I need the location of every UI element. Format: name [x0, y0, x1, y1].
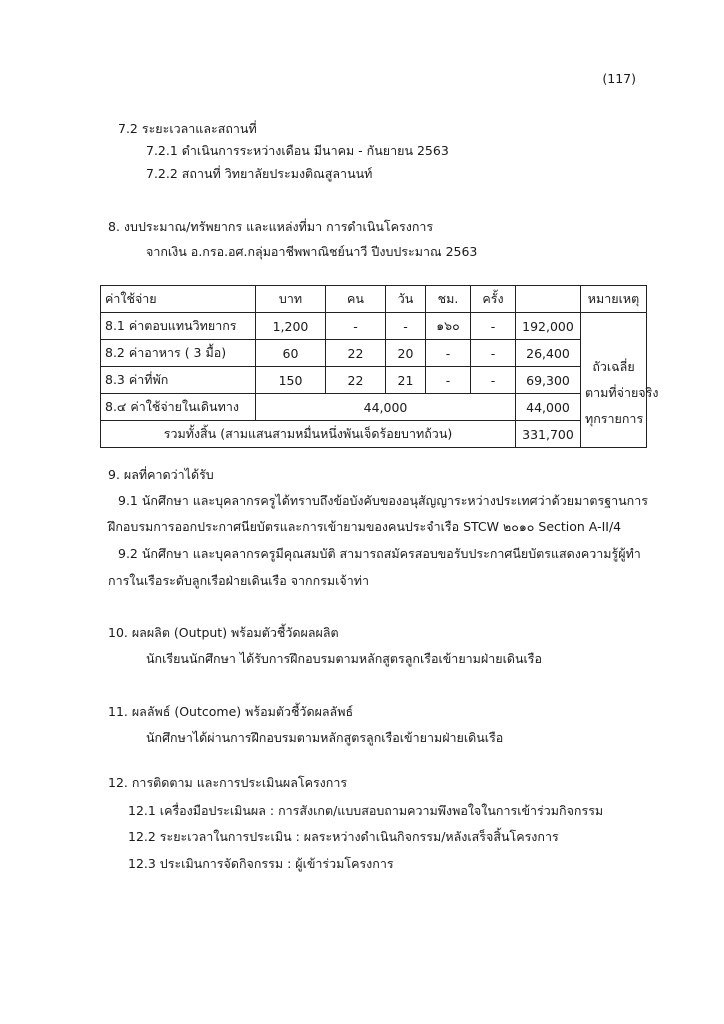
- table-header-cell: บาท: [256, 286, 326, 313]
- section-9-1-line1: 9.1 นักศึกษา และบุคลากรครูได้ทราบถึงข้อบังคับของอนุสัญญาระหว่างประเทศว่าด้วยมาตรฐานการ: [118, 493, 648, 508]
- table-header-cell: วัน: [386, 286, 426, 313]
- table-cell-times: -: [471, 367, 516, 394]
- table-total-label: รวมทั้งสิ้น (สามแสนสามหมื่นหนึ่งพันเจ็ดร้อยบาทถ้วน): [101, 421, 516, 448]
- table-cell-item: 8.2 ค่าอาหาร ( 3 มื้อ): [101, 340, 256, 367]
- table-cell-times: -: [471, 340, 516, 367]
- table-cell-total: 26,400: [516, 340, 581, 367]
- table-note-line: ทุกรายการ: [585, 411, 644, 426]
- table-cell-total: 44,000: [516, 394, 581, 421]
- table-cell-times: -: [471, 313, 516, 340]
- table-cell-people: 22: [326, 367, 386, 394]
- table-header-cell: ค่าใช้จ่าย: [101, 286, 256, 313]
- table-header-cell: ครั้ง: [471, 286, 516, 313]
- table-cell-days: 21: [386, 367, 426, 394]
- table-cell-baht: 150: [256, 367, 326, 394]
- table-cell-hours: ๑๖๐: [426, 313, 471, 340]
- table-cell-hours: -: [426, 340, 471, 367]
- section-8-source: จากเงิน อ.กรอ.อศ.กลุ่มอาชีพพาณิชย์นาวี ปีงบประมาณ 2563: [146, 244, 478, 259]
- section-11-heading: 11. ผลลัพธ์ (Outcome) พร้อมตัวชี้วัดผลลัพธ์: [108, 704, 354, 719]
- section-7-2-heading: 7.2 ระยะเวลาและสถานที่: [118, 121, 257, 136]
- table-row: [101, 394, 647, 421]
- budget-table: [100, 285, 659, 448]
- section-9-1-line2: ฝึกอบรมการออกประกาศนียบัตรและการเข้ายามของคนประจำเรือ STCW ๒๐๑๐ Section A-II/4: [108, 519, 622, 534]
- table-cell-days: 20: [386, 340, 426, 367]
- table-cell-item: 8.3 ค่าที่พัก: [101, 367, 256, 394]
- table-cell-hours: -: [426, 367, 471, 394]
- section-12-heading: 12. การติดตาม และการประเมินผลโครงการ: [108, 775, 348, 790]
- table-cell-merged: 44,000: [256, 394, 516, 421]
- table-row: [101, 313, 647, 340]
- table-cell-days: -: [386, 313, 426, 340]
- table-row: [101, 340, 647, 367]
- section-12-3: 12.3 ประเมินการจัดกิจกรรม : ผู้เข้าร่วมโครงการ: [128, 856, 394, 871]
- table-cell-people: 22: [326, 340, 386, 367]
- section-9-heading: 9. ผลที่คาดว่าได้รับ: [108, 467, 214, 482]
- table-header-cell: คน: [326, 286, 386, 313]
- table-note-cell: [581, 313, 659, 448]
- table-total-row: [101, 421, 647, 448]
- section-7-2-2: 7.2.2 สถานที่ วิทยาลัยประมงติณสูลานนท์: [146, 166, 373, 181]
- section-8-heading: 8. งบประมาณ/ทรัพยากร และแหล่งที่มา การดำเนินโครงการ: [108, 219, 434, 234]
- section-9-2-line1: 9.2 นักศึกษา และบุคลากรครูมีคุณสมบัติ สามารถสมัครสอบขอรับประกาศนียบัตรแสดงความรู้ผู้ทำ: [118, 546, 641, 561]
- section-12-1: 12.1 เครื่องมือประเมินผล : การสังเกต/แบบสอบถามความพึงพอใจในการเข้าร่วมกิจกรรม: [128, 803, 604, 818]
- table-header-cell: ชม.: [426, 286, 471, 313]
- section-10-heading: 10. ผลผลิต (Output) พร้อมตัวชี้วัดผลผลิต: [108, 625, 339, 640]
- section-10-body: นักเรียนนักศึกษา ได้รับการฝึกอบรมตามหลักสูตรลูกเรือเข้ายามฝ่ายเดินเรือ: [146, 651, 543, 666]
- table-header-cell: [516, 286, 581, 313]
- table-total-value: 331,700: [516, 421, 581, 448]
- table-cell-item: 8.1 ค่าตอบแทนวิทยากร: [101, 313, 256, 340]
- section-12-2: 12.2 ระยะเวลาในการประเมิน : ผลระหว่างดำเนินกิจกรรม/หลังเสร็จสิ้นโครงการ: [128, 829, 559, 844]
- table-note-line: ถัวเฉลี่ย: [592, 359, 635, 374]
- table-cell-item: 8.๔ ค่าใช้จ่ายในเดินทาง: [101, 394, 256, 421]
- table-note-line: ตามที่จ่ายจริง: [585, 385, 659, 400]
- table-cell-baht: 1,200: [256, 313, 326, 340]
- section-9-2-line2: การในเรือระดับลูกเรือฝ่ายเดินเรือ จากกรมเจ้าท่า: [108, 573, 370, 588]
- table-header-row: [101, 286, 647, 313]
- table-row: [101, 367, 647, 394]
- table-cell-people: -: [326, 313, 386, 340]
- table-header-cell: หมายเหตุ: [581, 286, 647, 313]
- table-cell-total: 192,000: [516, 313, 581, 340]
- section-7-2-1: 7.2.1 ดำเนินการระหว่างเดือน มีนาคม - กันยายน 2563: [146, 143, 449, 158]
- table-cell-baht: 60: [256, 340, 326, 367]
- section-11-body: นักศึกษาได้ผ่านการฝึกอบรมตามหลักสูตรลูกเรือเข้ายามฝ่ายเดินเรือ: [146, 730, 504, 745]
- table-cell-total: 69,300: [516, 367, 581, 394]
- page-number: (117): [602, 71, 636, 86]
